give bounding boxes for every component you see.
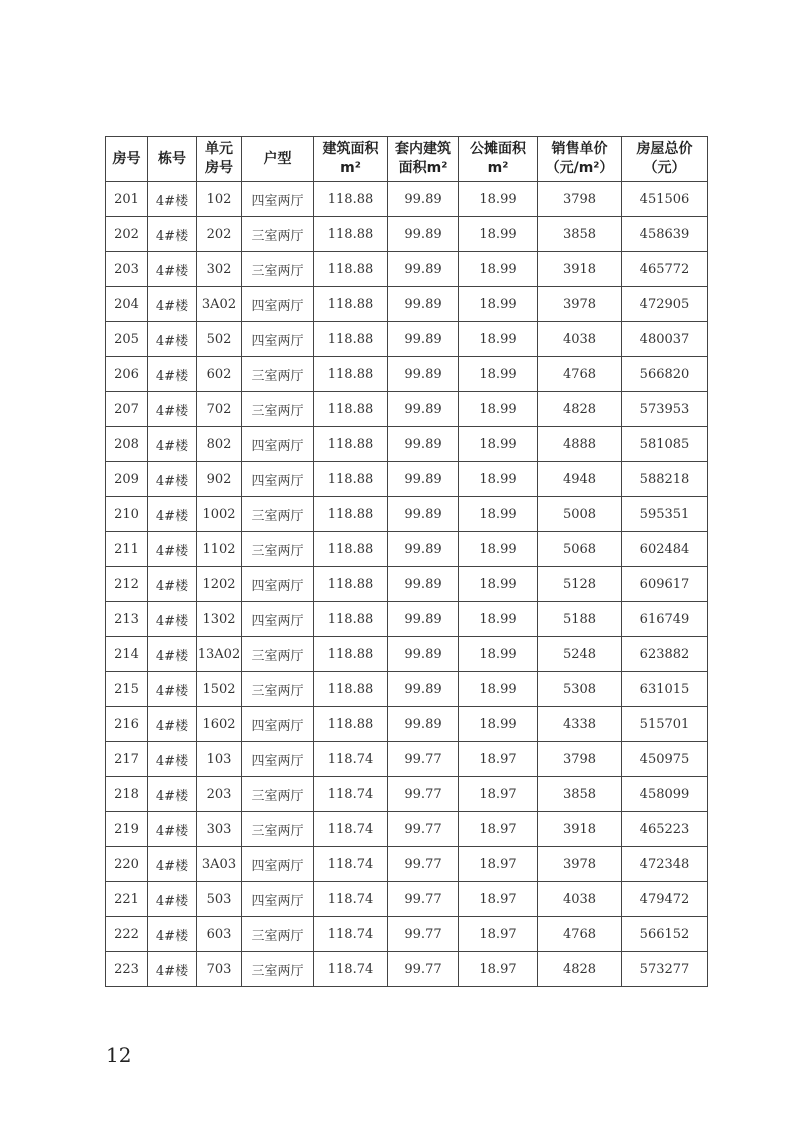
cell-shared-area: 18.97: [459, 882, 538, 917]
cell-shared-area: 18.99: [459, 427, 538, 462]
housing-price-table: [105, 136, 708, 987]
cell-inner-area: 99.77: [388, 742, 459, 777]
cell-total-price: 623882: [622, 637, 708, 672]
header-unit-room-no-line2: 房号: [205, 160, 233, 176]
header-inner-area-line2: 面积m²: [398, 160, 448, 176]
cell-unit-price: 5188: [538, 602, 622, 637]
cell-inner-area: 99.77: [388, 812, 459, 847]
cell-inner-area: 99.89: [388, 602, 459, 637]
cell-floor-area: 118.88: [314, 217, 388, 252]
cell-room-no: 220: [106, 847, 148, 882]
cell-floor-area: 118.88: [314, 637, 388, 672]
header-total-price: [622, 137, 708, 182]
header-total-price-line2: （元）: [643, 160, 686, 176]
cell-layout: 三室两厅: [242, 952, 314, 987]
table-row: [106, 462, 708, 497]
cell-layout: 四室两厅: [242, 462, 314, 497]
cell-shared-area: 18.97: [459, 742, 538, 777]
cell-floor-area: 118.88: [314, 462, 388, 497]
cell-layout: 四室两厅: [242, 287, 314, 322]
cell-layout: 四室两厅: [242, 427, 314, 462]
cell-unit-room-no: 1102: [197, 532, 242, 567]
cell-building-no: 4#楼: [148, 182, 197, 217]
cell-building-no: 4#楼: [148, 217, 197, 252]
header-inner-area: [388, 137, 459, 182]
cell-total-price: 480037: [622, 322, 708, 357]
cell-unit-price: 3978: [538, 847, 622, 882]
header-floor-area-line1: 建筑面积: [322, 141, 379, 157]
cell-total-price: 450975: [622, 742, 708, 777]
cell-room-no: 205: [106, 322, 148, 357]
table-header: [106, 137, 708, 182]
header-building-no-line1: 栋号: [158, 150, 186, 167]
cell-layout: 三室两厅: [242, 532, 314, 567]
header-unit-price-line2: （元/m²）: [545, 160, 614, 176]
cell-layout: 三室两厅: [242, 637, 314, 672]
cell-unit-room-no: 1502: [197, 672, 242, 707]
cell-floor-area: 118.74: [314, 917, 388, 952]
header-inner-area-line1: 套内建筑: [395, 141, 451, 157]
cell-total-price: 595351: [622, 497, 708, 532]
cell-room-no: 203: [106, 252, 148, 287]
cell-unit-room-no: 3A03: [197, 847, 242, 882]
table-row: [106, 742, 708, 777]
cell-unit-price: 5008: [538, 497, 622, 532]
header-unit-room-no-line1: 单元: [205, 141, 233, 157]
cell-building-no: 4#楼: [148, 847, 197, 882]
cell-layout: 四室两厅: [242, 567, 314, 602]
cell-total-price: 609617: [622, 567, 708, 602]
table-row: [106, 497, 708, 532]
cell-building-no: 4#楼: [148, 602, 197, 637]
cell-unit-price: 4888: [538, 427, 622, 462]
cell-unit-price: 5128: [538, 567, 622, 602]
cell-layout: 三室两厅: [242, 672, 314, 707]
cell-layout: 四室两厅: [242, 882, 314, 917]
cell-shared-area: 18.99: [459, 497, 538, 532]
cell-floor-area: 118.74: [314, 847, 388, 882]
cell-floor-area: 118.88: [314, 567, 388, 602]
cell-total-price: 458099: [622, 777, 708, 812]
table-row: [106, 252, 708, 287]
cell-inner-area: 99.89: [388, 672, 459, 707]
table-row: [106, 672, 708, 707]
cell-shared-area: 18.99: [459, 707, 538, 742]
cell-unit-price: 3798: [538, 742, 622, 777]
cell-layout: 三室两厅: [242, 497, 314, 532]
cell-floor-area: 118.88: [314, 532, 388, 567]
cell-building-no: 4#楼: [148, 812, 197, 847]
cell-unit-room-no: 102: [197, 182, 242, 217]
cell-total-price: 566820: [622, 357, 708, 392]
table-row: [106, 952, 708, 987]
cell-inner-area: 99.89: [388, 252, 459, 287]
cell-shared-area: 18.97: [459, 847, 538, 882]
header-floor-area: [314, 137, 388, 182]
cell-layout: 三室两厅: [242, 217, 314, 252]
header-total-price-line1: 房屋总价: [636, 141, 693, 157]
cell-unit-room-no: 1202: [197, 567, 242, 602]
cell-shared-area: 18.97: [459, 917, 538, 952]
header-unit-room-no: [197, 137, 242, 182]
header-shared-area-line2: m²: [487, 160, 509, 176]
cell-layout: 三室两厅: [242, 812, 314, 847]
cell-unit-room-no: 502: [197, 322, 242, 357]
cell-shared-area: 18.97: [459, 952, 538, 987]
header-floor-area-line2: m²: [340, 160, 361, 176]
cell-total-price: 631015: [622, 672, 708, 707]
cell-unit-room-no: 302: [197, 252, 242, 287]
header-unit-price: [538, 137, 622, 182]
cell-building-no: 4#楼: [148, 672, 197, 707]
cell-unit-price: 3978: [538, 287, 622, 322]
table-row: [106, 602, 708, 637]
cell-inner-area: 99.77: [388, 882, 459, 917]
cell-building-no: 4#楼: [148, 952, 197, 987]
cell-shared-area: 18.99: [459, 672, 538, 707]
cell-unit-price: 4828: [538, 392, 622, 427]
cell-floor-area: 118.88: [314, 707, 388, 742]
cell-unit-room-no: 603: [197, 917, 242, 952]
cell-shared-area: 18.99: [459, 287, 538, 322]
cell-shared-area: 18.99: [459, 392, 538, 427]
cell-floor-area: 118.88: [314, 427, 388, 462]
cell-building-no: 4#楼: [148, 287, 197, 322]
cell-building-no: 4#楼: [148, 637, 197, 672]
cell-building-no: 4#楼: [148, 742, 197, 777]
cell-room-no: 206: [106, 357, 148, 392]
cell-unit-price: 3858: [538, 777, 622, 812]
cell-unit-price: 5248: [538, 637, 622, 672]
cell-shared-area: 18.97: [459, 777, 538, 812]
cell-shared-area: 18.99: [459, 462, 538, 497]
cell-total-price: 602484: [622, 532, 708, 567]
cell-total-price: 465772: [622, 252, 708, 287]
header-room-no-line1: 房号: [112, 150, 141, 167]
table-row: [106, 847, 708, 882]
cell-building-no: 4#楼: [148, 357, 197, 392]
cell-unit-room-no: 802: [197, 427, 242, 462]
cell-room-no: 213: [106, 602, 148, 637]
header-room-no: [106, 137, 148, 182]
cell-room-no: 219: [106, 812, 148, 847]
header-layout: [242, 137, 314, 182]
cell-unit-room-no: 3A02: [197, 287, 242, 322]
cell-unit-price: 3858: [538, 217, 622, 252]
header-unit-price-line1: 销售单价: [551, 141, 608, 157]
cell-room-no: 221: [106, 882, 148, 917]
cell-floor-area: 118.88: [314, 322, 388, 357]
cell-building-no: 4#楼: [148, 532, 197, 567]
cell-room-no: 207: [106, 392, 148, 427]
cell-unit-price: 4768: [538, 357, 622, 392]
cell-total-price: 451506: [622, 182, 708, 217]
cell-shared-area: 18.97: [459, 812, 538, 847]
cell-unit-room-no: 703: [197, 952, 242, 987]
cell-layout: 三室两厅: [242, 392, 314, 427]
cell-shared-area: 18.99: [459, 567, 538, 602]
cell-inner-area: 99.77: [388, 777, 459, 812]
cell-layout: 三室两厅: [242, 917, 314, 952]
cell-unit-price: 4768: [538, 917, 622, 952]
cell-layout: 三室两厅: [242, 357, 314, 392]
cell-layout: 四室两厅: [242, 602, 314, 637]
cell-room-no: 209: [106, 462, 148, 497]
page-number: 12: [106, 1043, 132, 1067]
table-row: [106, 567, 708, 602]
cell-room-no: 214: [106, 637, 148, 672]
cell-inner-area: 99.89: [388, 567, 459, 602]
header-shared-area-line1: 公摊面积: [470, 141, 526, 157]
header-row: [106, 137, 708, 182]
table-row: [106, 812, 708, 847]
cell-shared-area: 18.99: [459, 532, 538, 567]
cell-unit-price: 3918: [538, 252, 622, 287]
table-body: [106, 182, 708, 987]
table-row: [106, 637, 708, 672]
price-table-container: [105, 136, 707, 987]
cell-floor-area: 118.74: [314, 742, 388, 777]
cell-unit-room-no: 202: [197, 217, 242, 252]
cell-unit-price: 4038: [538, 882, 622, 917]
table-row: [106, 357, 708, 392]
cell-unit-room-no: 1302: [197, 602, 242, 637]
cell-inner-area: 99.89: [388, 357, 459, 392]
header-layout-line1: 户型: [263, 150, 292, 167]
table-row: [106, 392, 708, 427]
cell-inner-area: 99.89: [388, 392, 459, 427]
cell-room-no: 217: [106, 742, 148, 777]
cell-layout: 四室两厅: [242, 182, 314, 217]
cell-unit-room-no: 1602: [197, 707, 242, 742]
cell-room-no: 211: [106, 532, 148, 567]
cell-unit-room-no: 1002: [197, 497, 242, 532]
table-row: [106, 322, 708, 357]
cell-unit-price: 3918: [538, 812, 622, 847]
cell-unit-room-no: 702: [197, 392, 242, 427]
cell-layout: 三室两厅: [242, 777, 314, 812]
cell-inner-area: 99.89: [388, 637, 459, 672]
table-row: [106, 427, 708, 462]
header-shared-area: [459, 137, 538, 182]
table-row: [106, 707, 708, 742]
cell-floor-area: 118.88: [314, 182, 388, 217]
cell-floor-area: 118.88: [314, 392, 388, 427]
cell-total-price: 573277: [622, 952, 708, 987]
cell-unit-room-no: 902: [197, 462, 242, 497]
cell-inner-area: 99.89: [388, 497, 459, 532]
cell-unit-price: 3798: [538, 182, 622, 217]
cell-inner-area: 99.89: [388, 217, 459, 252]
table-row: [106, 917, 708, 952]
cell-unit-room-no: 13A02: [197, 637, 242, 672]
table-row: [106, 217, 708, 252]
cell-floor-area: 118.74: [314, 882, 388, 917]
cell-inner-area: 99.89: [388, 182, 459, 217]
cell-inner-area: 99.77: [388, 847, 459, 882]
cell-total-price: 616749: [622, 602, 708, 637]
cell-total-price: 573953: [622, 392, 708, 427]
cell-unit-room-no: 103: [197, 742, 242, 777]
table-row: [106, 182, 708, 217]
cell-room-no: 201: [106, 182, 148, 217]
cell-total-price: 566152: [622, 917, 708, 952]
cell-floor-area: 118.74: [314, 952, 388, 987]
cell-room-no: 204: [106, 287, 148, 322]
cell-total-price: 515701: [622, 707, 708, 742]
cell-unit-price: 4828: [538, 952, 622, 987]
cell-shared-area: 18.99: [459, 252, 538, 287]
cell-shared-area: 18.99: [459, 637, 538, 672]
cell-layout: 四室两厅: [242, 847, 314, 882]
cell-unit-room-no: 602: [197, 357, 242, 392]
cell-total-price: 458639: [622, 217, 708, 252]
cell-building-no: 4#楼: [148, 567, 197, 602]
cell-building-no: 4#楼: [148, 777, 197, 812]
cell-building-no: 4#楼: [148, 707, 197, 742]
cell-shared-area: 18.99: [459, 357, 538, 392]
cell-inner-area: 99.89: [388, 427, 459, 462]
cell-room-no: 218: [106, 777, 148, 812]
cell-building-no: 4#楼: [148, 917, 197, 952]
cell-floor-area: 118.88: [314, 497, 388, 532]
cell-total-price: 465223: [622, 812, 708, 847]
header-building-no: [148, 137, 197, 182]
cell-unit-price: 4338: [538, 707, 622, 742]
cell-building-no: 4#楼: [148, 462, 197, 497]
cell-floor-area: 118.88: [314, 602, 388, 637]
cell-shared-area: 18.99: [459, 602, 538, 637]
cell-total-price: 472905: [622, 287, 708, 322]
cell-building-no: 4#楼: [148, 392, 197, 427]
cell-shared-area: 18.99: [459, 217, 538, 252]
cell-building-no: 4#楼: [148, 497, 197, 532]
cell-room-no: 202: [106, 217, 148, 252]
cell-unit-room-no: 203: [197, 777, 242, 812]
table-row: [106, 532, 708, 567]
cell-unit-room-no: 503: [197, 882, 242, 917]
cell-room-no: 215: [106, 672, 148, 707]
cell-room-no: 208: [106, 427, 148, 462]
cell-floor-area: 118.74: [314, 812, 388, 847]
cell-floor-area: 118.88: [314, 287, 388, 322]
cell-floor-area: 118.88: [314, 357, 388, 392]
cell-unit-price: 4948: [538, 462, 622, 497]
cell-unit-price: 5308: [538, 672, 622, 707]
cell-room-no: 222: [106, 917, 148, 952]
cell-floor-area: 118.74: [314, 777, 388, 812]
cell-room-no: 210: [106, 497, 148, 532]
cell-inner-area: 99.89: [388, 532, 459, 567]
cell-inner-area: 99.77: [388, 952, 459, 987]
cell-shared-area: 18.99: [459, 182, 538, 217]
cell-total-price: 588218: [622, 462, 708, 497]
cell-inner-area: 99.89: [388, 322, 459, 357]
cell-floor-area: 118.88: [314, 252, 388, 287]
cell-building-no: 4#楼: [148, 252, 197, 287]
cell-total-price: 581085: [622, 427, 708, 462]
cell-building-no: 4#楼: [148, 882, 197, 917]
cell-layout: 三室两厅: [242, 252, 314, 287]
cell-total-price: 472348: [622, 847, 708, 882]
cell-inner-area: 99.89: [388, 287, 459, 322]
cell-room-no: 212: [106, 567, 148, 602]
cell-floor-area: 118.88: [314, 672, 388, 707]
table-row: [106, 777, 708, 812]
cell-room-no: 223: [106, 952, 148, 987]
cell-layout: 四室两厅: [242, 322, 314, 357]
cell-total-price: 479472: [622, 882, 708, 917]
cell-building-no: 4#楼: [148, 427, 197, 462]
cell-layout: 四室两厅: [242, 742, 314, 777]
cell-shared-area: 18.99: [459, 322, 538, 357]
table-row: [106, 882, 708, 917]
cell-unit-price: 4038: [538, 322, 622, 357]
cell-building-no: 4#楼: [148, 322, 197, 357]
table-row: [106, 287, 708, 322]
cell-layout: 四室两厅: [242, 707, 314, 742]
cell-inner-area: 99.77: [388, 917, 459, 952]
cell-inner-area: 99.89: [388, 707, 459, 742]
cell-inner-area: 99.89: [388, 462, 459, 497]
cell-room-no: 216: [106, 707, 148, 742]
cell-unit-room-no: 303: [197, 812, 242, 847]
cell-unit-price: 5068: [538, 532, 622, 567]
